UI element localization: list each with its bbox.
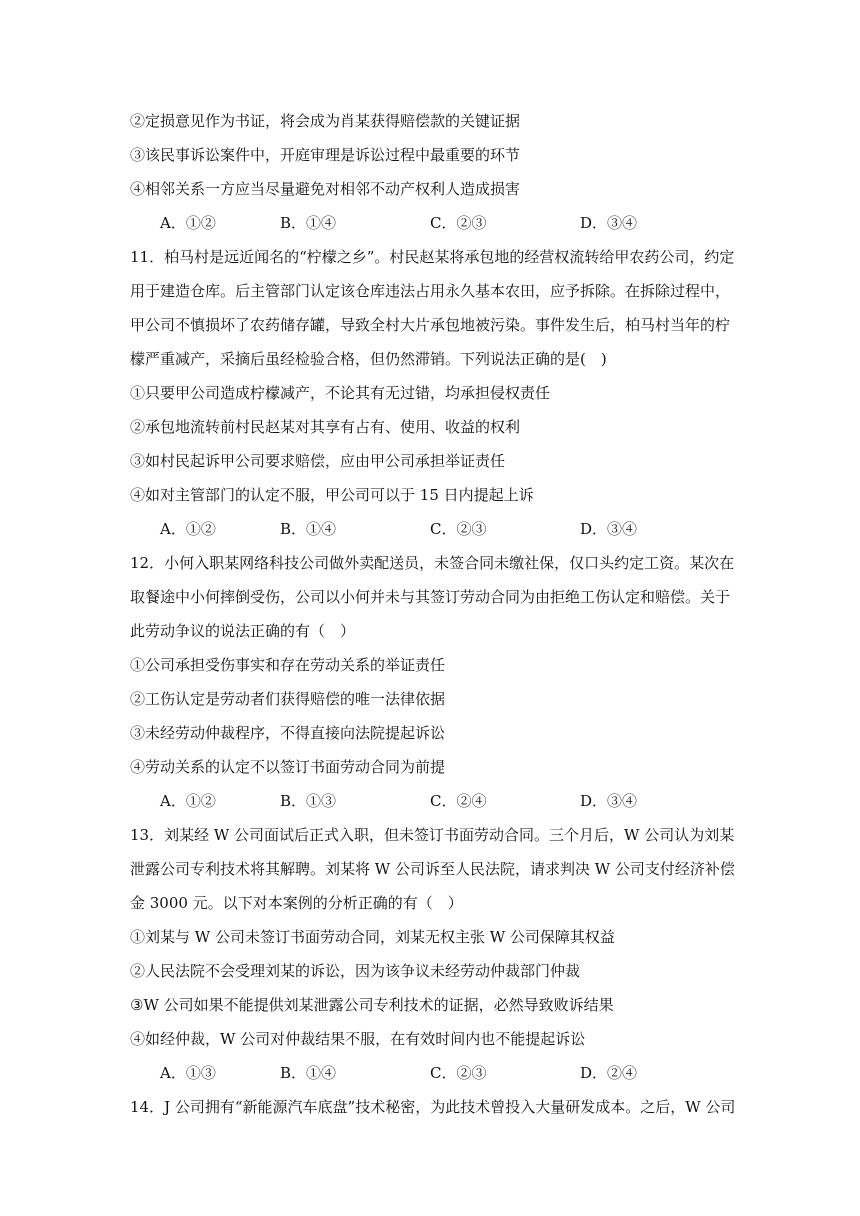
q13-option-b[interactable]: B．①④ <box>280 1064 337 1082</box>
q11-stem-line-1: 11．柏马村是远近闻名的“柠檬之乡”。村民赵某将承包地的经营权流转给甲农药公司，约定 <box>130 248 735 266</box>
q13-option-c[interactable]: C．②③ <box>430 1064 487 1082</box>
q12-option-d[interactable]: D．③④ <box>580 792 638 810</box>
q11-option-b[interactable]: B．①④ <box>280 520 337 538</box>
q12-statement-2: ②工伤认定是劳动者们获得赔偿的唯一法律依据 <box>130 690 446 708</box>
q12-statement-1: ①公司承担受伤事实和存在劳动关系的举证责任 <box>130 656 446 674</box>
q11-statement-4: ④如对主管部门的认定不服，甲公司可以于 15 日内提起上诉 <box>130 486 534 504</box>
q13-statement-1: ①刘某与 W 公司未签订书面劳动合同，刘某无权主张 W 公司保障其权益 <box>130 928 615 946</box>
q11-options <box>160 519 760 539</box>
q11-option-a[interactable]: A．①② <box>160 520 216 538</box>
q10-option-c[interactable]: C．②③ <box>430 214 487 232</box>
q12-option-b[interactable]: B．①③ <box>280 792 337 810</box>
q13-stem-line-2: 泄露公司专利技术将其解聘。刘某将 W 公司诉至人民法院，请求判决 W 公司支付经济补偿 <box>130 860 735 878</box>
q13-stem-line-1: 13．刘某经 W 公司面试后正式入职，但未签订书面劳动合同。三个月后，W 公司认为刘某 <box>130 826 735 844</box>
q14-stem-line-1: 14．J 公司拥有“新能源汽车底盘”技术秘密，为此技术曾投入大量研发成本。之后，W 公司 <box>130 1098 736 1116</box>
q10-option-b[interactable]: B．①④ <box>280 214 337 232</box>
q13-options <box>160 1063 760 1083</box>
q10-options <box>160 213 760 233</box>
q12-option-a[interactable]: A．①② <box>160 792 216 810</box>
q11-statement-3: ③如村民起诉甲公司要求赔偿，应由甲公司承担举证责任 <box>130 452 506 470</box>
q13-stem-line-3: 金 3000 元。以下对本案例的分析正确的有（ ） <box>130 894 463 912</box>
q11-statement-1: ①只要甲公司造成柠檬减产，不论其有无过错，均承担侵权责任 <box>130 384 551 402</box>
q11-stem-line-2: 用于建造仓库。后主管部门认定该仓库违法占用永久基本农田，应予拆除。在拆除过程中， <box>130 282 731 300</box>
q11-stem-line-4: 檬严重减产，采摘后虽经检验合格，但仍然滞销。下列说法正确的是( ) <box>130 350 607 368</box>
q10-statement-3: ③该民事诉讼案件中，开庭审理是诉讼过程中最重要的环节 <box>130 146 521 164</box>
q13-statement-3: ③W 公司如果不能提供刘某泄露公司专利技术的证据，必然导致败诉结果 <box>130 996 614 1014</box>
q11-option-d[interactable]: D．③④ <box>580 520 638 538</box>
q10-option-a[interactable]: A．①② <box>160 214 216 232</box>
q12-option-c[interactable]: C．②④ <box>430 792 487 810</box>
q11-statement-2: ②承包地流转前村民赵某对其享有占有、使用、收益的权利 <box>130 418 521 436</box>
q12-options <box>160 791 760 811</box>
q13-statement-4: ④如经仲裁，W 公司对仲裁结果不服，在有效时间内也不能提起诉讼 <box>130 1030 586 1048</box>
q13-option-d[interactable]: D．②④ <box>580 1064 638 1082</box>
q10-statement-2: ②定损意见作为书证，将会成为肖某获得赔偿款的关键证据 <box>130 112 521 130</box>
q12-stem-line-3: 此劳动争议的说法正确的有（ ） <box>130 622 356 640</box>
q11-stem-line-3: 甲公司不慎损坏了农药储存罐，导致全村大片承包地被污染。事件发生后，柏马村当年的柠 <box>130 316 731 334</box>
q12-statement-3: ③未经劳动仲裁程序，不得直接向法院提起诉讼 <box>130 724 446 742</box>
q12-statement-4: ④劳动关系的认定不以签订书面劳动合同为前提 <box>130 758 446 776</box>
q11-option-c[interactable]: C．②③ <box>430 520 487 538</box>
q13-option-a[interactable]: A．①③ <box>160 1064 216 1082</box>
q10-option-d[interactable]: D．③④ <box>580 214 638 232</box>
q12-stem-line-2: 取餐途中小何摔倒受伤，公司以小何并未与其签订劳动合同为由拒绝工伤认定和赔偿。关于 <box>130 588 731 606</box>
q13-statement-2: ②人民法院不会受理刘某的诉讼，因为该争议未经劳动仲裁部门仲裁 <box>130 962 581 980</box>
q10-statement-4: ④相邻关系一方应当尽量避免对相邻不动产权利人造成损害 <box>130 180 521 198</box>
q12-stem-line-1: 12．小何入职某网络科技公司做外卖配送员，未签合同未缴社保，仅口头约定工资。某次在 <box>130 554 735 572</box>
